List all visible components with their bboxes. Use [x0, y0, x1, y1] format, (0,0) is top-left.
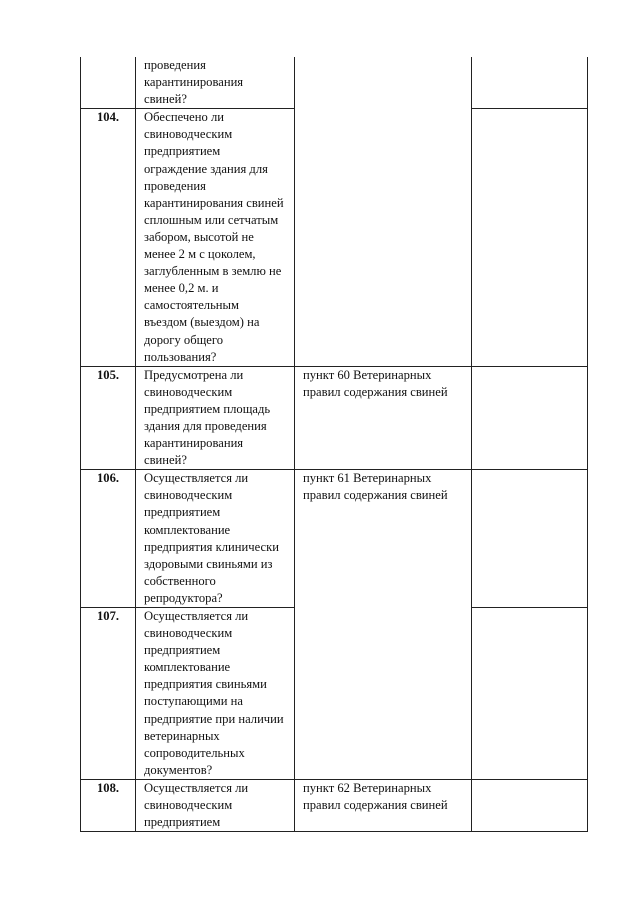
table-row	[81, 57, 588, 109]
row-number: 105.	[81, 366, 136, 470]
basis-cell: пункт 62 Ветеринарных правил содержания свиней	[295, 780, 472, 832]
question-cell: Осуществляется ли свиноводческим предприятием комплектование предприятия свиньями поступающими на предприятие при наличии ветеринарных сопроводительных документов?	[136, 608, 295, 780]
row-number	[81, 57, 136, 109]
basis-cell: пункт 61 Ветеринарных правил содержания свиней	[295, 470, 472, 780]
row-number: 108.	[81, 780, 136, 832]
answer-cell	[472, 780, 588, 832]
table-row	[81, 780, 588, 832]
table-row	[81, 470, 588, 608]
question-cell: Предусмотрена ли свиноводческим предприятием площадь здания для проведения карантинирования свиней?	[136, 366, 295, 470]
basis-cell	[295, 57, 472, 366]
table-row	[81, 366, 588, 470]
answer-cell	[472, 57, 588, 109]
answer-cell	[472, 608, 588, 780]
question-cell: Обеспечено ли свиноводческим предприятием ограждение здания для проведения карантинирования свиней сплошным или сетчатым забором, высотой не менее 2 м с цоколем, заглубленным в землю не менее 0,2 м. и самостоятельным въездом (выездом) на дорогу общего пользования?	[136, 109, 295, 366]
row-number: 106.	[81, 470, 136, 608]
answer-cell	[472, 470, 588, 608]
question-cell: проведения карантинирования свиней?	[136, 57, 295, 109]
basis-cell: пункт 60 Ветеринарных правил содержания свиней	[295, 366, 472, 470]
row-number: 104.	[81, 109, 136, 366]
checklist-table	[80, 57, 588, 832]
answer-cell	[472, 109, 588, 366]
row-number: 107.	[81, 608, 136, 780]
question-cell: Осуществляется ли свиноводческим предприятием комплектование предприятия клинически здоровыми свиньями из собственного репродуктора?	[136, 470, 295, 608]
question-cell: Осуществляется ли свиноводческим предприятием	[136, 780, 295, 832]
answer-cell	[472, 366, 588, 470]
